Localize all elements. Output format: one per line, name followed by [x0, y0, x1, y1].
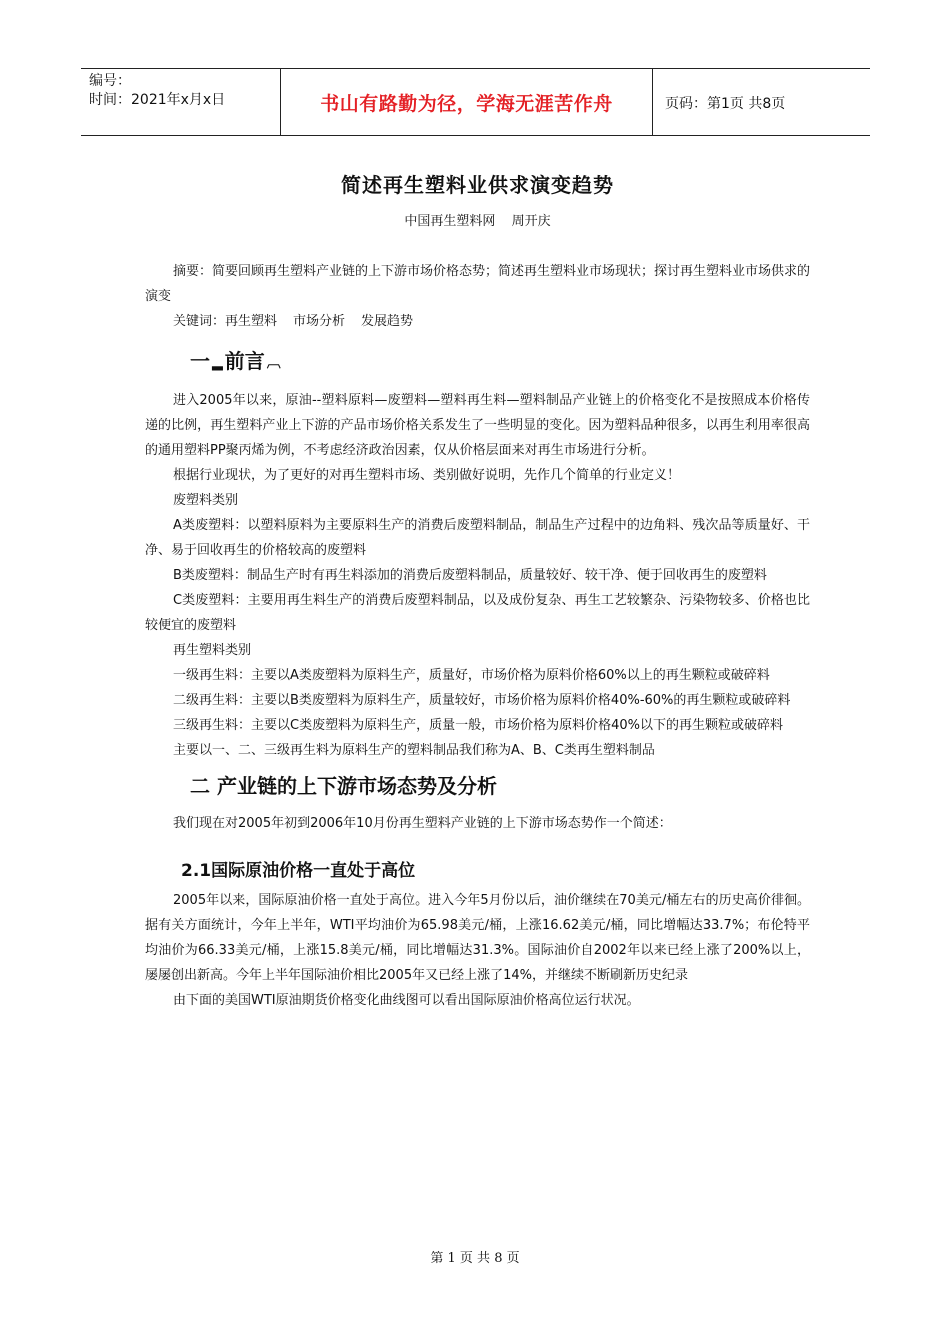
paragraph: 进入2005年以来，原油--塑料原料—废塑料—塑料再生料—塑料制品产业链上的价格变化不是按照成本价格传递的比例，再生塑料产业上下游的产品市场价格关系发生了一些明显的变化。因为塑料品种很多，以再生利用率很高的通用塑料PP聚丙烯为例，不考虑经济政治因素，仅从价格层面来对再生市场进行分析。 — [145, 392, 810, 458]
document-body — [145, 165, 810, 1013]
header-page-info: 页码：第1页 共8页 — [665, 96, 786, 112]
section-heading-preface — [190, 346, 810, 378]
author-line — [145, 210, 810, 229]
subsection-heading-oil: 2.1国际原油价格一直处于高位 — [181, 860, 416, 881]
author-name: 周开庆 — [511, 214, 551, 229]
paragraph: A类废塑料：以塑料原料为主要原料生产的消费后废塑料制品，制品生产过程中的边角料、残次品等质量好、干净、易于回收再生的价格较高的废塑料 — [145, 517, 810, 558]
header-motto: 书山有路勤为径，学海无涯苦作舟 — [281, 69, 653, 135]
bookmark-open-icon: ▂ — [212, 354, 223, 371]
paragraph: 我们现在对2005年初到2006年10月份再生塑料产业链的上下游市场态势作一个简述： — [173, 815, 672, 831]
paragraph: 根据行业现状，为了更好的对再生塑料市场、类别做好说明，先作几个简单的行业定义！ — [173, 467, 681, 483]
page-header — [81, 68, 870, 136]
bookmark-close-icon: ︹ — [266, 354, 281, 371]
doc-date: 时间：2021年x月x日 — [89, 92, 226, 108]
paragraph: 废塑料类别 — [173, 492, 239, 508]
section-heading-market: 二 产业链的上下游市场态势及分析 — [190, 773, 497, 798]
author-org: 中国再生塑料网 — [404, 214, 496, 229]
keyword: 发展趋势 — [361, 314, 414, 329]
section-number: 一 — [190, 349, 210, 373]
paragraph: 2005年以来，国际原油价格一直处于高位。进入今年5月份以后，油价继续在70美元/桶左右的历史高价徘徊。据有关方面统计，今年上半年，WTI平均油价为65.98美元/桶，上涨16.62美元/桶，同比增幅达33.7%；布伦特平均油价为66.33美元/桶，上涨15.8美元/桶，同比增幅达31.3%。国际油价自2002年以来已经上涨了200%以上，屡屡创出新高。今年上半年国际油价相比2005年又已经上涨了14%，并继续不断刷新历史纪录 — [145, 892, 810, 983]
keyword: 市场分析 — [293, 314, 346, 329]
doc-number-label: 编号： — [89, 73, 131, 89]
paragraph: B类废塑料：制品生产时有再生料添加的消费后废塑料制品，质量较好、较干净、便于回收再生的废塑料 — [173, 567, 767, 583]
paragraph: 再生塑料类别 — [173, 642, 252, 658]
paragraph: 二级再生料：主要以B类废塑料为原料生产，质量较好，市场价格为原料价格40%-60%的再生颗粒或破碎料 — [173, 692, 791, 708]
header-meta — [81, 69, 281, 135]
section-title: 前言 — [224, 349, 265, 373]
page-footer: 第 1 页 共 8 页 — [430, 1251, 520, 1266]
abstract: 摘要：简要回顾再生塑料产业链的上下游市场价格态势；简述再生塑料业市场现状；探讨再生塑料业市场供求的演变 — [145, 264, 811, 304]
keywords — [145, 309, 810, 334]
paragraph: 三级再生料：主要以C类废塑料为原料生产，质量一般，市场价格为原料价格40%以下的再生颗粒或破碎料 — [173, 717, 783, 733]
keyword: 再生塑料 — [225, 314, 278, 329]
paragraph: 一级再生料：主要以A类废塑料为原料生产，质量好，市场价格为原料价格60%以上的再生颗粒或破碎料 — [173, 667, 770, 683]
paragraph: 由下面的美国WTI原油期货价格变化曲线图可以看出国际原油价格高位运行状况。 — [173, 992, 640, 1008]
document-title: 简述再生塑料业供求演变趋势 — [341, 173, 614, 197]
keywords-label: 关键词： — [173, 314, 226, 329]
paragraph: C类废塑料：主要用再生料生产的消费后废塑料制品，以及成份复杂、再生工艺较繁杂、污染物较多、价格也比较便宜的废塑料 — [145, 592, 810, 633]
paragraph: 主要以一、二、三级再生料为原料生产的塑料制品我们称为A、B、C类再生塑料制品 — [173, 742, 655, 758]
